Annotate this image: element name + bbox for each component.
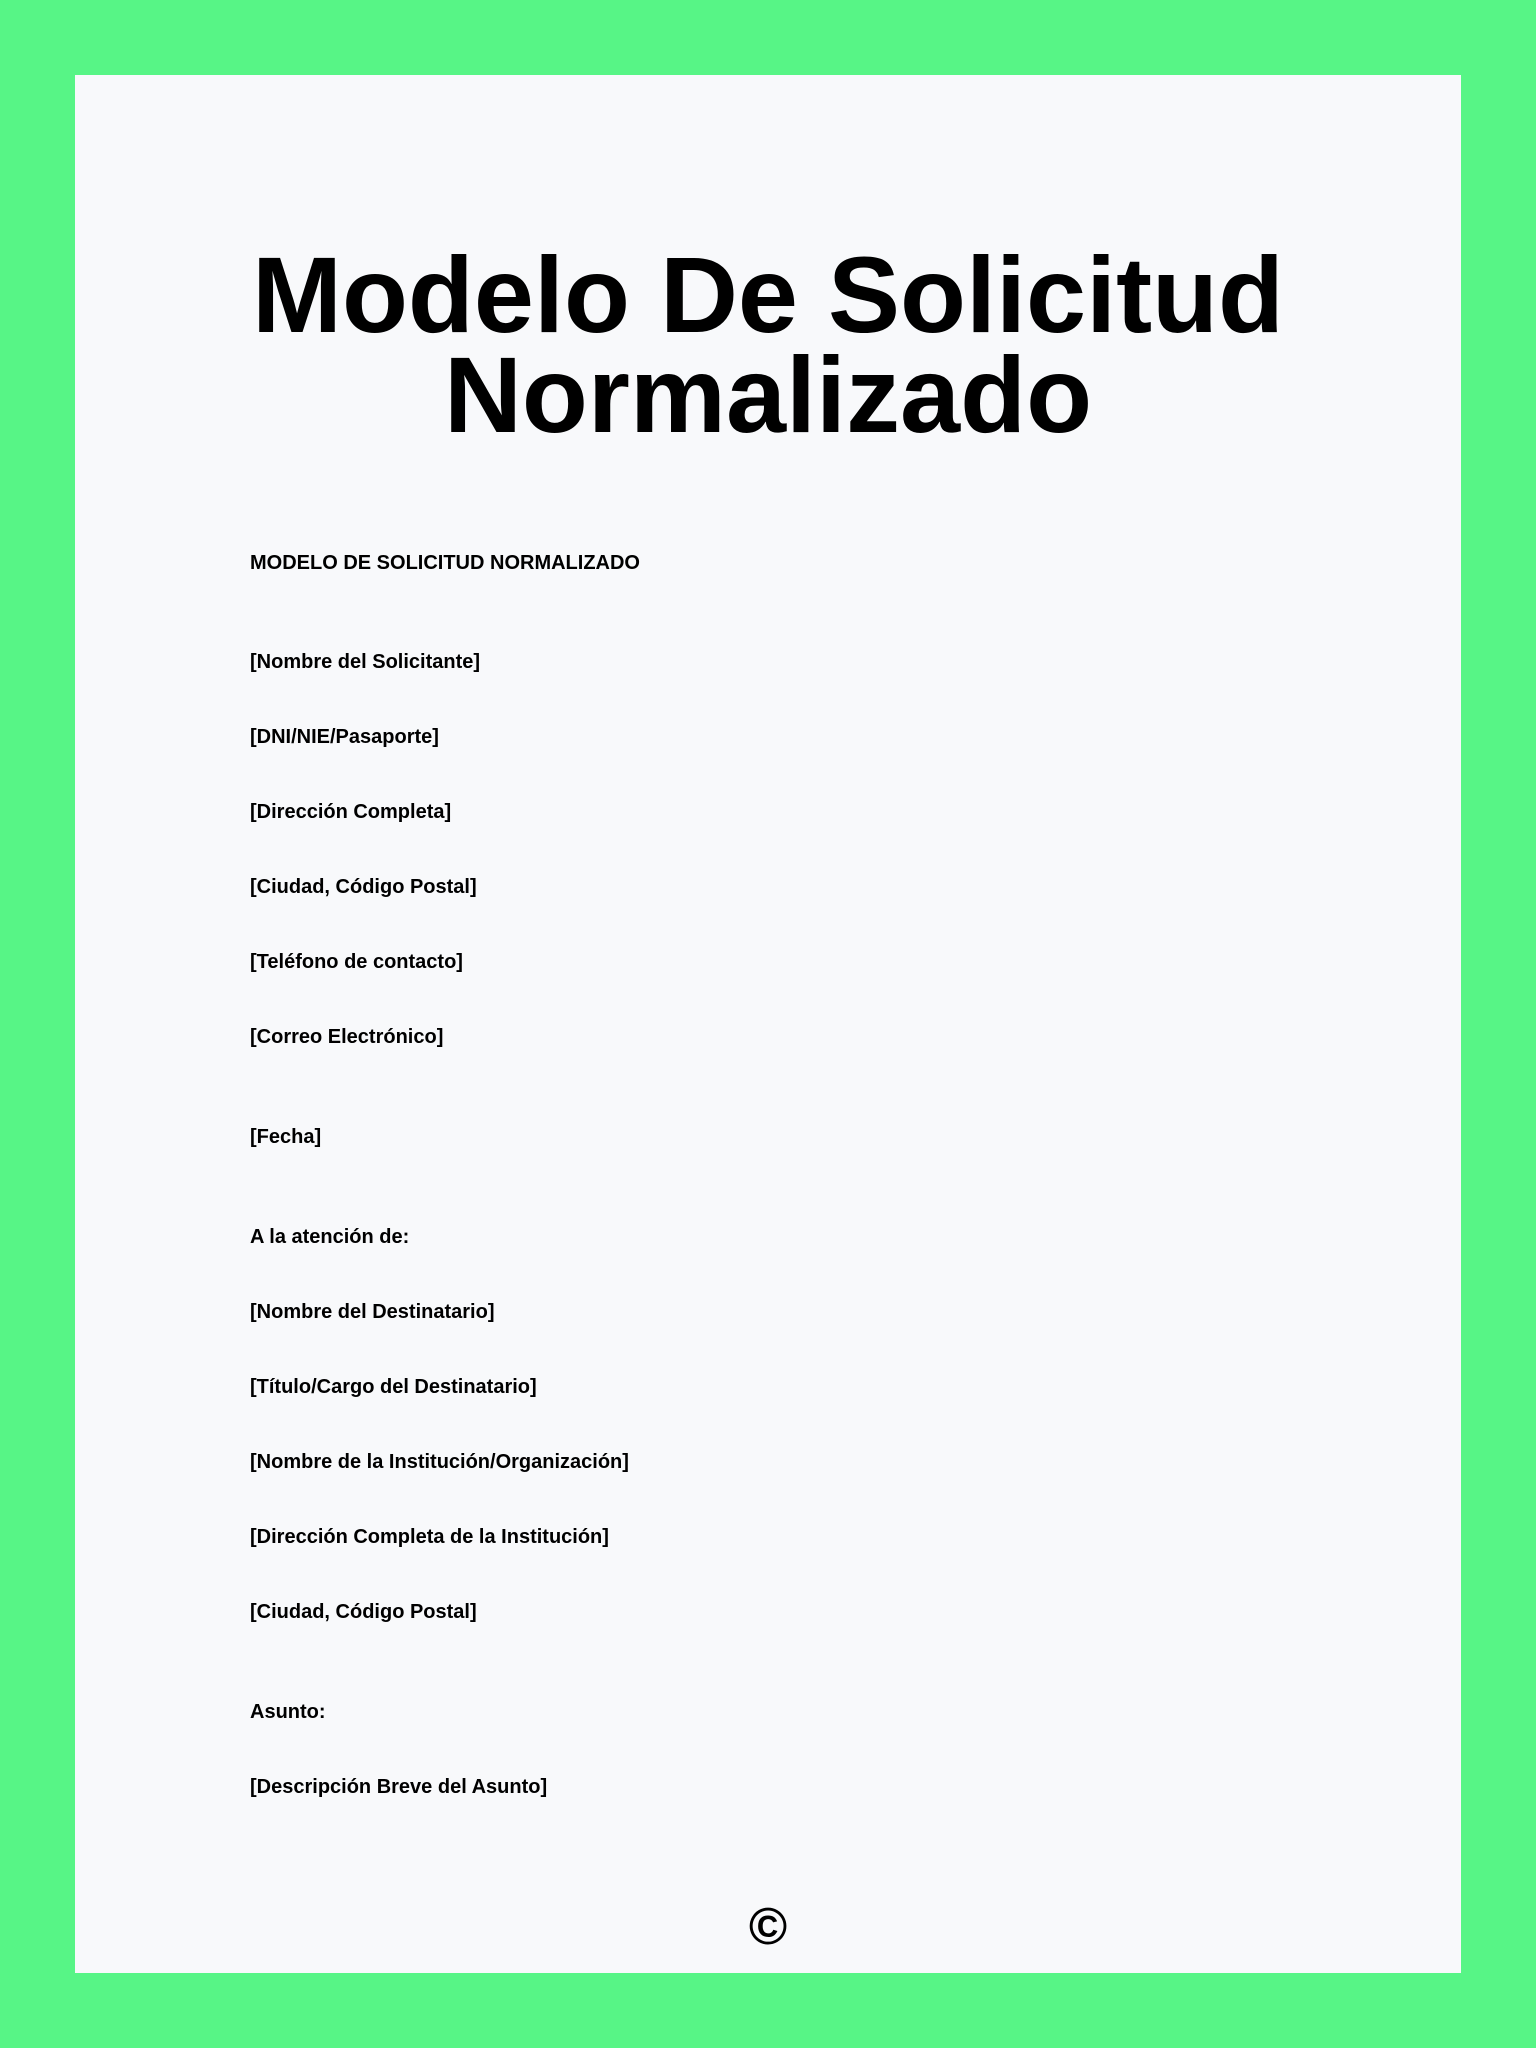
document-page (75, 75, 1461, 1973)
attention-label: A la atención de: (250, 1226, 410, 1248)
sender-address: [Dirección Completa] (250, 801, 452, 823)
sender-phone: [Teléfono de contacto] (250, 951, 463, 973)
recipient-name: [Nombre del Destinatario] (250, 1301, 495, 1323)
date-field: [Fecha] (250, 1126, 322, 1148)
title-line-1: Modelo De Solicitud (251, 234, 1284, 355)
sender-name: [Nombre del Solicitante] (250, 651, 481, 673)
sender-email: [Correo Electrónico] (250, 1026, 444, 1048)
recipient-title: [Título/Cargo del Destinatario] (250, 1376, 537, 1398)
subject-description: [Descripción Breve del Asunto] (250, 1776, 548, 1798)
sender-city: [Ciudad, Código Postal] (250, 876, 477, 898)
copyright-icon: © (748, 1898, 788, 1956)
recipient-address: [Dirección Completa de la Institución] (250, 1526, 609, 1548)
recipient-institution: [Nombre de la Institución/Organización] (250, 1451, 629, 1473)
recipient-city: [Ciudad, Código Postal] (250, 1601, 477, 1623)
document-title (75, 234, 1461, 455)
title-line-2: Normalizado (443, 334, 1093, 455)
document-heading: MODELO DE SOLICITUD NORMALIZADO (250, 552, 640, 574)
subject-label: Asunto: (250, 1701, 326, 1723)
sender-id: [DNI/NIE/Pasaporte] (250, 726, 439, 748)
